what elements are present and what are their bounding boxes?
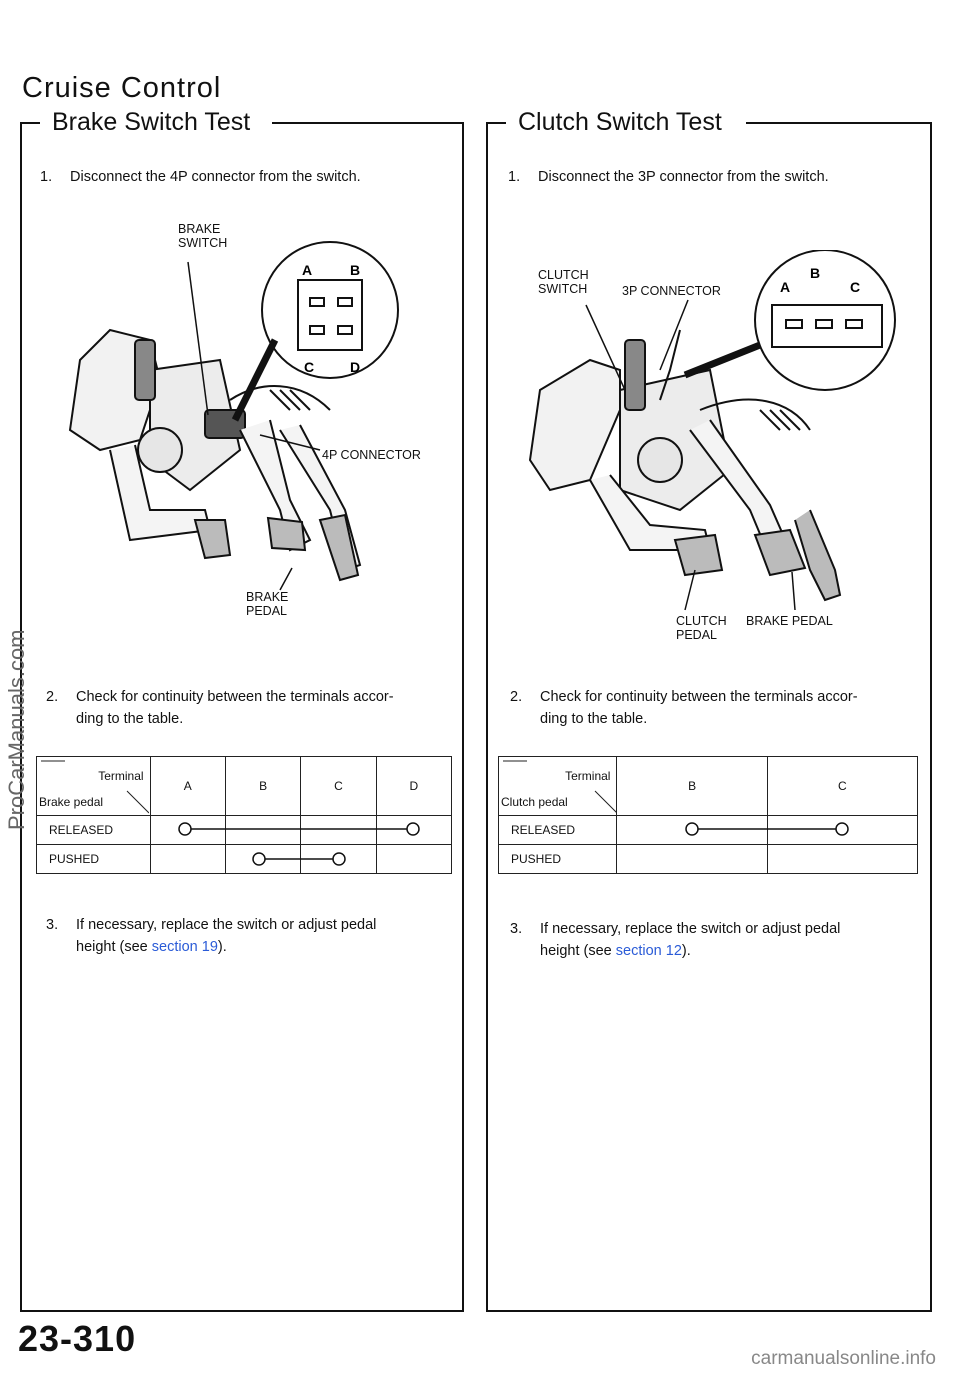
clutch-frame-top-right [746,122,930,124]
brake-step-3-prefix: height (see [76,939,148,955]
clutch-step-2-number: 2. [510,689,523,705]
clutch-step-3-prefix: height (see [540,943,612,959]
table-header-row [37,757,452,816]
brake-pin-b: B [350,262,361,278]
clutch-step-3 [510,918,920,962]
brake-step-3 [46,914,456,958]
brake-step-2-line1: Check for continuity between the terminals accor- [76,689,394,705]
clutch-brake-pedal-label: BRAKE PEDAL [746,614,833,628]
brake-step-3-line2 [46,936,456,958]
page-title: Cruise Control [22,72,222,104]
clutch-step-3-line2 [510,940,920,962]
clutch-pin-b: B [810,265,821,281]
brake-step-2 [46,686,456,730]
brake-switch-label: BRAKE SWITCH [178,222,228,250]
brake-step-3-line1: If necessary, replace the switch or adjust pedal [76,917,377,933]
brake-section-link[interactable]: section 19 [151,939,218,955]
row-label-released: RELEASED [499,816,617,845]
col-header-a: A [150,757,225,816]
clutch-connector-label: 3P CONNECTOR [622,284,721,298]
clutch-step-2-line2: ding to the table. [540,711,648,727]
brake-connector-label: 4P CONNECTOR [322,448,421,462]
clutch-frame-top-left [486,122,506,124]
clutch-pedal-illustration [510,250,920,620]
brake-continuity-symbols [36,814,452,876]
col-header-d: D [376,757,451,816]
row-label-pushed: PUSHED [37,845,151,874]
col-header-c: C [767,757,917,816]
brake-step-2-number: 2. [46,689,59,705]
brake-section-title: Brake Switch Test [42,108,260,137]
clutch-pedal-label: CLUTCH PEDAL [676,614,727,642]
brake-step-3-suffix: ). [217,939,227,955]
brake-step-3-number: 3. [46,917,59,933]
brake-step-1-number: 1. [40,169,53,185]
terminal-header: Terminal [98,769,144,783]
brake-step-1-text: Disconnect the 4P connector from the switch. [70,169,361,185]
row-label-released: RELEASED [37,816,151,845]
clutch-step-3-suffix: ). [681,943,691,959]
brake-frame-top-right [272,122,462,124]
brake-step-2-line2: ding to the table. [76,711,184,727]
watermark: ProCarManuals.com [4,629,29,830]
clutch-pin-c: C [850,279,861,295]
brake-frame-top-left [20,122,40,124]
pedal-header: Clutch pedal [501,795,568,809]
footer-site: carmanualsonline.info [751,1348,936,1369]
clutch-switch-label: CLUTCH SWITCH [538,268,589,296]
col-header-b: B [225,757,300,816]
brake-pin-a: A [302,262,313,278]
table-header-row [499,757,918,816]
clutch-step-3-line1: If necessary, replace the switch or adjust pedal [540,921,841,937]
clutch-pin-a: A [780,279,791,295]
col-header-c: C [301,757,376,816]
clutch-step-2 [510,686,920,730]
brake-pedal-illustration [40,210,460,630]
clutch-step-3-number: 3. [510,921,523,937]
brake-pedal-label: BRAKE PEDAL [246,590,289,618]
clutch-step-1 [508,166,918,188]
brake-pin-d: D [350,359,361,375]
clutch-step-1-text: Disconnect the 3P connector from the switch. [538,169,829,185]
table-corner-cell [499,757,617,816]
clutch-step-2-line1: Check for continuity between the terminals accor- [540,689,858,705]
pedal-header: Brake pedal [39,795,104,809]
page-number: 23-310 [18,1318,137,1359]
clutch-section-link[interactable]: section 12 [615,943,682,959]
clutch-step-1-number: 1. [508,169,521,185]
col-header-b: B [617,757,767,816]
clutch-section-title: Clutch Switch Test [508,108,732,137]
table-corner-cell [37,757,151,816]
terminal-header: Terminal [565,769,611,783]
row-label-pushed: PUSHED [499,845,617,874]
brake-pin-c: C [304,359,315,375]
clutch-continuity-symbols [498,814,918,854]
brake-step-1 [40,166,450,188]
